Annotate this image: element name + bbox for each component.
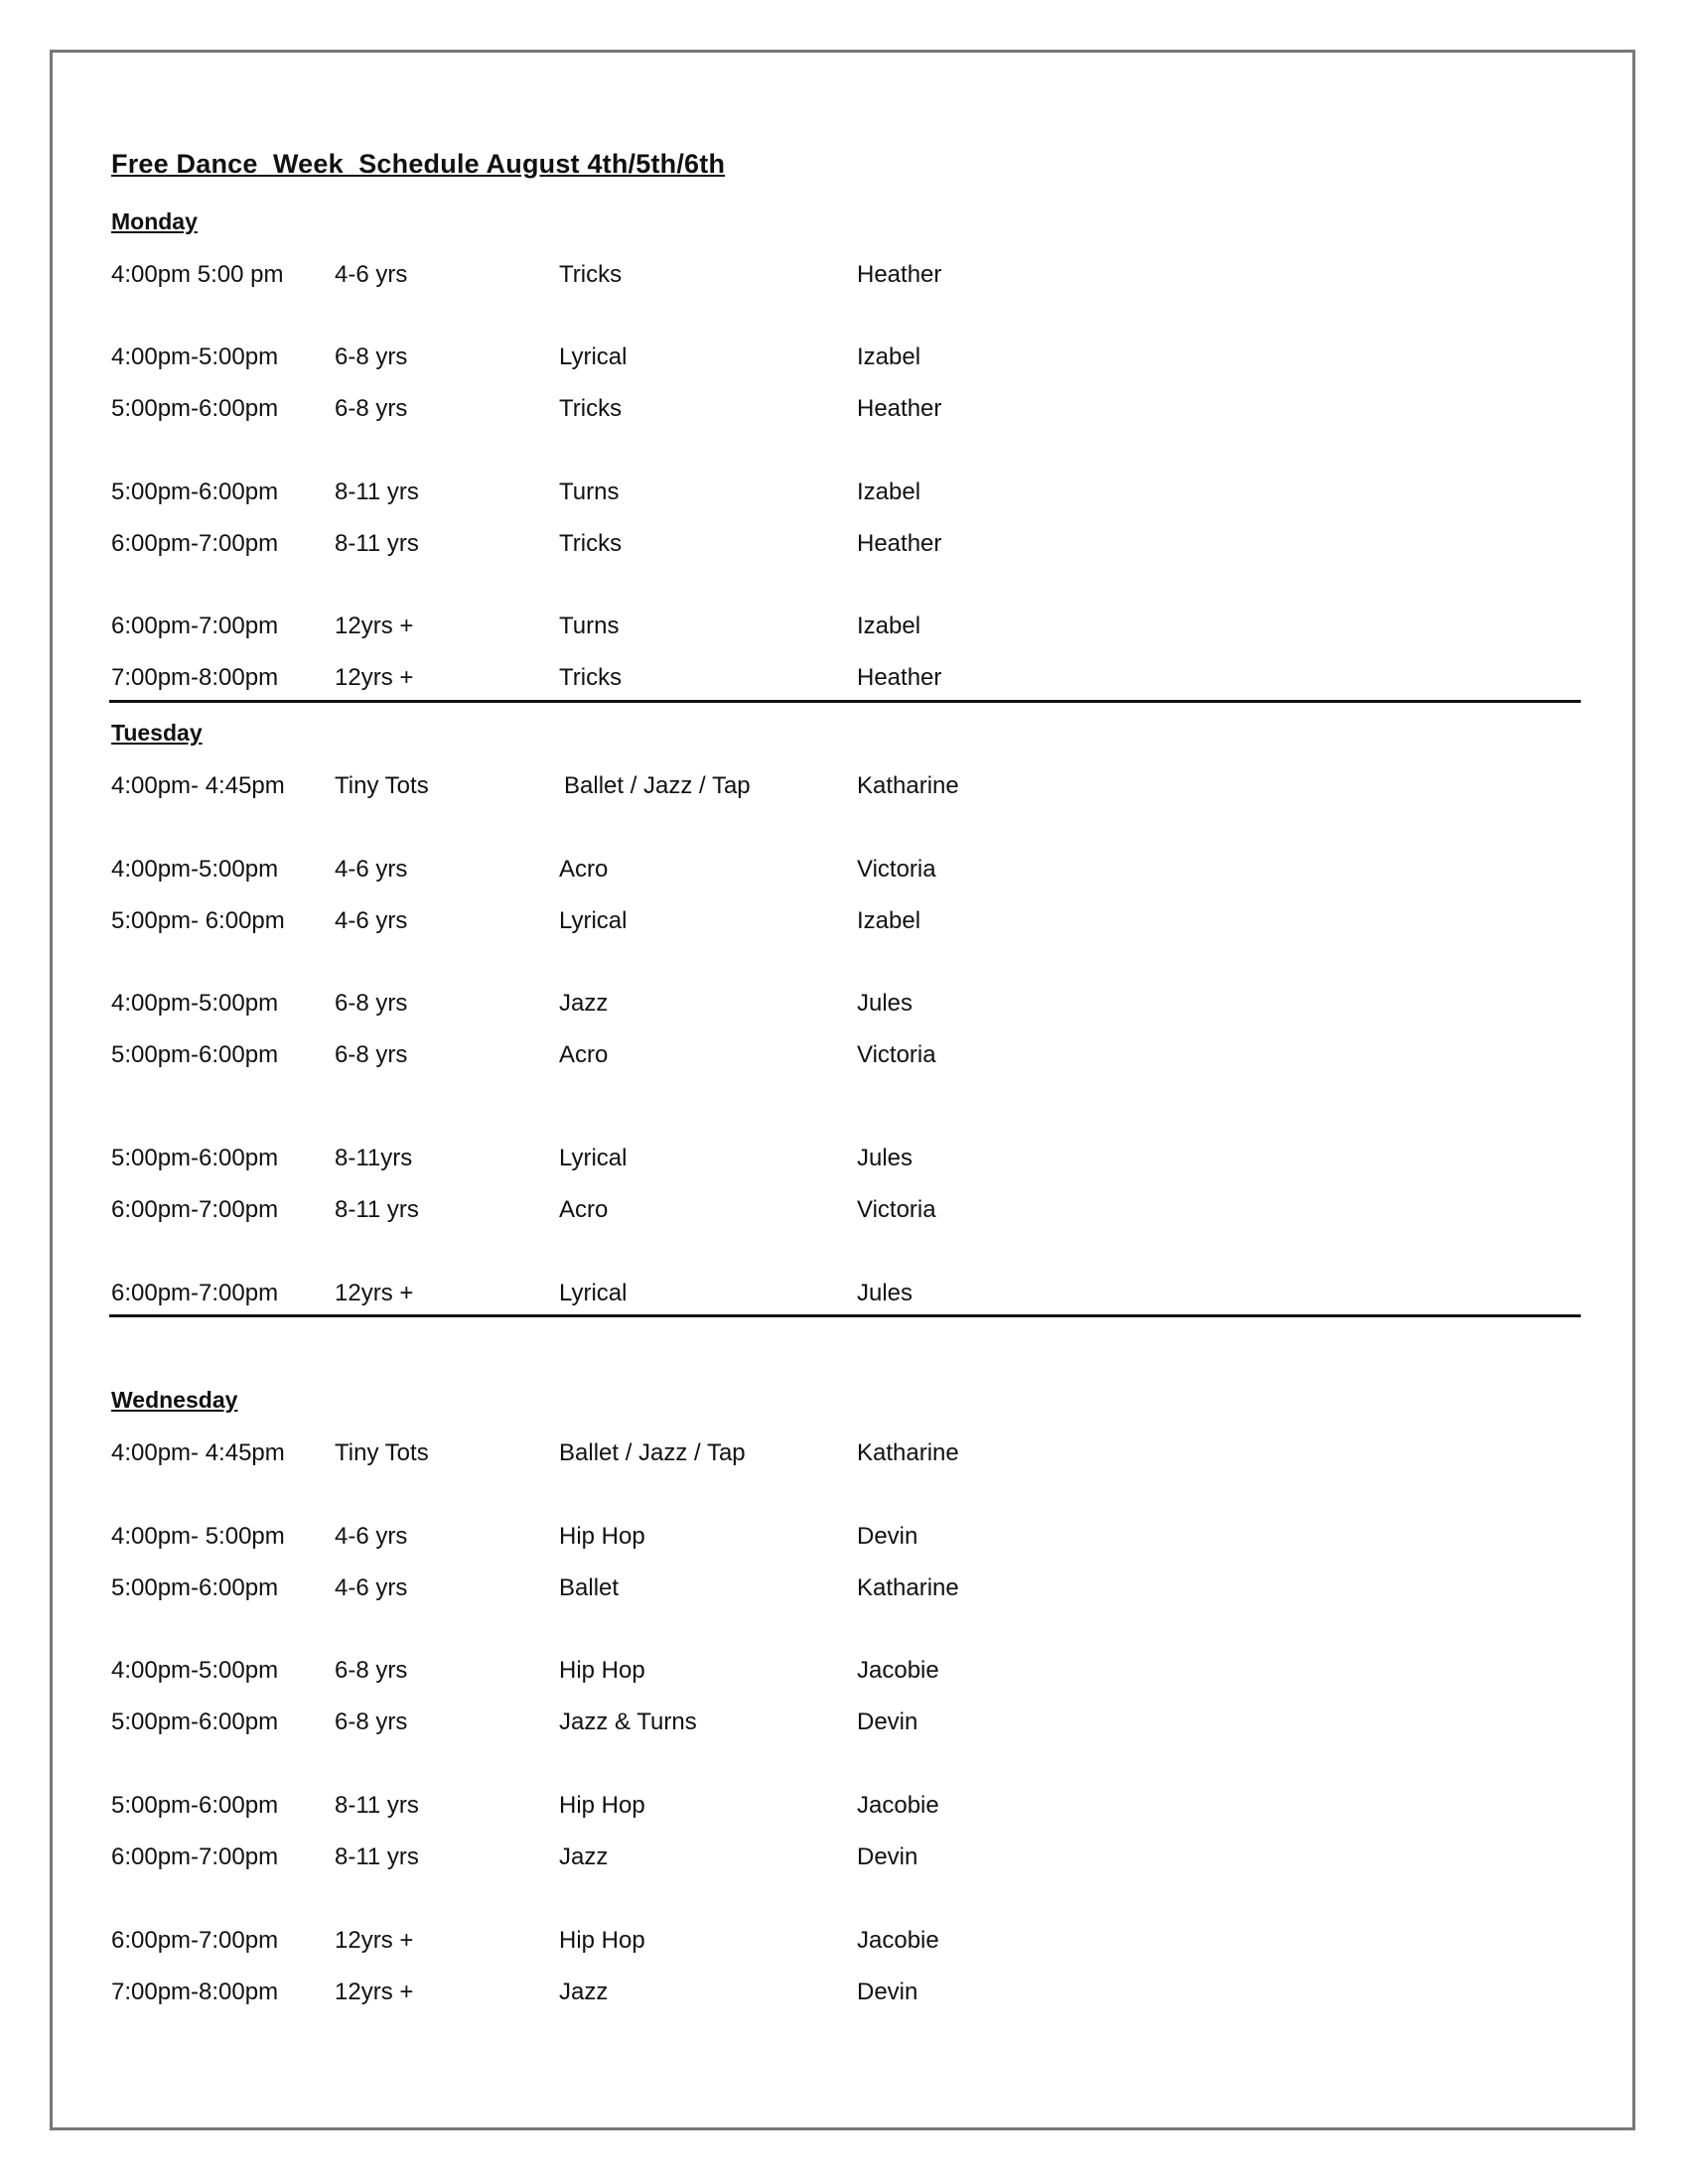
age-cell: 8-11yrs — [335, 1145, 413, 1171]
age-cell: 8-11 yrs — [335, 1792, 419, 1819]
style-cell: Acro — [559, 856, 609, 883]
teacher-cell: Izabel — [857, 478, 921, 505]
teacher-cell: Jules — [857, 1145, 913, 1171]
age-cell: 4-6 yrs — [335, 856, 408, 883]
teacher-cell: Victoria — [857, 1041, 936, 1068]
teacher-cell: Jacobie — [857, 1927, 939, 1954]
age-cell: 12yrs + — [335, 1979, 414, 2005]
time-cell: 5:00pm-6:00pm — [111, 1145, 279, 1171]
schedule-row — [0, 1439, 1686, 1469]
schedule-row — [0, 1041, 1686, 1071]
style-cell: Jazz & Turns — [559, 1708, 697, 1735]
age-cell: 8-11 yrs — [335, 1843, 419, 1870]
schedule-row — [0, 1927, 1686, 1957]
schedule-row — [0, 664, 1686, 694]
style-cell: Hip Hop — [559, 1657, 645, 1684]
schedule-row — [0, 1843, 1686, 1873]
time-cell: 4:00pm- 4:45pm — [111, 1439, 285, 1466]
teacher-cell: Katharine — [857, 772, 959, 799]
time-cell: 4:00pm- 5:00pm — [111, 1523, 285, 1550]
style-cell: Acro — [559, 1041, 609, 1068]
schedule-row — [0, 343, 1686, 373]
style-cell: Hip Hop — [559, 1523, 645, 1550]
schedule-row — [0, 772, 1686, 802]
teacher-cell: Izabel — [857, 343, 921, 370]
schedule-row — [0, 1657, 1686, 1687]
schedule-row — [0, 261, 1686, 291]
age-cell: 4-6 yrs — [335, 1574, 408, 1601]
style-cell: Jazz — [559, 990, 609, 1017]
age-cell: 6-8 yrs — [335, 1657, 408, 1684]
style-cell: Turns — [559, 613, 620, 639]
schedule-row — [0, 478, 1686, 508]
teacher-cell: Izabel — [857, 907, 921, 934]
time-cell: 4:00pm-5:00pm — [111, 856, 279, 883]
style-cell: Jazz — [559, 1843, 609, 1870]
teacher-cell: Devin — [857, 1708, 918, 1735]
age-cell: 12yrs + — [335, 1927, 414, 1954]
teacher-cell: Heather — [857, 664, 942, 691]
time-cell: 5:00pm-6:00pm — [111, 478, 279, 505]
age-cell: 12yrs + — [335, 1280, 414, 1306]
teacher-cell: Jules — [857, 1280, 913, 1306]
style-cell: Tricks — [559, 530, 623, 557]
teacher-cell: Victoria — [857, 856, 936, 883]
style-cell: Lyrical — [559, 907, 628, 934]
style-cell: Tricks — [559, 664, 623, 691]
teacher-cell: Heather — [857, 261, 942, 288]
age-cell: 6-8 yrs — [335, 1708, 408, 1735]
time-cell: 6:00pm-7:00pm — [111, 530, 279, 557]
day-heading-monday: Monday — [111, 208, 198, 234]
age-cell: 12yrs + — [335, 613, 414, 639]
time-cell: 5:00pm-6:00pm — [111, 1574, 279, 1601]
schedule-row — [0, 613, 1686, 642]
time-cell: 5:00pm-6:00pm — [111, 1792, 279, 1819]
time-cell: 6:00pm-7:00pm — [111, 1280, 279, 1306]
teacher-cell: Katharine — [857, 1574, 959, 1601]
teacher-cell: Katharine — [857, 1439, 959, 1466]
style-cell: Ballet / Jazz / Tap — [564, 772, 751, 799]
schedule-row — [0, 1708, 1686, 1738]
style-cell: Ballet / Jazz / Tap — [559, 1439, 746, 1466]
age-cell: 4-6 yrs — [335, 1523, 408, 1550]
age-cell: 6-8 yrs — [335, 343, 408, 370]
teacher-cell: Izabel — [857, 613, 921, 639]
schedule-row — [0, 530, 1686, 560]
age-cell: 8-11 yrs — [335, 530, 419, 557]
age-cell: 4-6 yrs — [335, 907, 408, 934]
schedule-row — [0, 1574, 1686, 1604]
style-cell: Acro — [559, 1196, 609, 1223]
style-cell: Jazz — [559, 1979, 609, 2005]
style-cell: Lyrical — [559, 1280, 628, 1306]
teacher-cell: Heather — [857, 395, 942, 422]
schedule-row — [0, 1792, 1686, 1822]
teacher-cell: Devin — [857, 1843, 918, 1870]
teacher-cell: Victoria — [857, 1196, 936, 1223]
time-cell: 6:00pm-7:00pm — [111, 1927, 279, 1954]
age-cell: 4-6 yrs — [335, 261, 408, 288]
teacher-cell: Heather — [857, 530, 942, 557]
style-cell: Lyrical — [559, 343, 628, 370]
day-heading-wednesday: Wednesday — [111, 1387, 238, 1413]
age-cell: 6-8 yrs — [335, 395, 408, 422]
style-cell: Turns — [559, 478, 620, 505]
time-cell: 4:00pm- 4:45pm — [111, 772, 285, 799]
schedule-row — [0, 856, 1686, 886]
style-cell: Lyrical — [559, 1145, 628, 1171]
age-cell: 8-11 yrs — [335, 478, 419, 505]
schedule-row — [0, 907, 1686, 937]
time-cell: 5:00pm- 6:00pm — [111, 907, 285, 934]
time-cell: 6:00pm-7:00pm — [111, 1843, 279, 1870]
style-cell: Tricks — [559, 395, 623, 422]
style-cell: Hip Hop — [559, 1927, 645, 1954]
page-title: Free Dance Week Schedule August 4th/5th/6th — [111, 149, 726, 179]
time-cell: 4:00pm 5:00 pm — [111, 261, 284, 288]
style-cell: Hip Hop — [559, 1792, 645, 1819]
time-cell: 6:00pm-7:00pm — [111, 613, 279, 639]
section-divider — [109, 1314, 1581, 1317]
time-cell: 7:00pm-8:00pm — [111, 664, 279, 691]
teacher-cell: Devin — [857, 1523, 918, 1550]
age-cell: Tiny Tots — [335, 772, 429, 799]
age-cell: 8-11 yrs — [335, 1196, 419, 1223]
schedule-row — [0, 395, 1686, 425]
time-cell: 5:00pm-6:00pm — [111, 1041, 279, 1068]
day-heading-tuesday: Tuesday — [111, 720, 203, 746]
time-cell: 4:00pm-5:00pm — [111, 1657, 279, 1684]
age-cell: 6-8 yrs — [335, 1041, 408, 1068]
time-cell: 4:00pm-5:00pm — [111, 990, 279, 1017]
style-cell: Ballet — [559, 1574, 620, 1601]
time-cell: 4:00pm-5:00pm — [111, 343, 279, 370]
teacher-cell: Jacobie — [857, 1792, 939, 1819]
schedule-row — [0, 990, 1686, 1020]
schedule-row — [0, 1145, 1686, 1174]
schedule-row — [0, 1280, 1686, 1309]
time-cell: 5:00pm-6:00pm — [111, 395, 279, 422]
teacher-cell: Jacobie — [857, 1657, 939, 1684]
section-divider — [109, 700, 1581, 703]
teacher-cell: Devin — [857, 1979, 918, 2005]
age-cell: Tiny Tots — [335, 1439, 429, 1466]
time-cell: 6:00pm-7:00pm — [111, 1196, 279, 1223]
age-cell: 12yrs + — [335, 664, 414, 691]
time-cell: 7:00pm-8:00pm — [111, 1979, 279, 2005]
style-cell: Tricks — [559, 261, 623, 288]
schedule-row — [0, 1196, 1686, 1226]
schedule-row — [0, 1523, 1686, 1553]
schedule-row — [0, 1979, 1686, 2008]
age-cell: 6-8 yrs — [335, 990, 408, 1017]
teacher-cell: Jules — [857, 990, 913, 1017]
time-cell: 5:00pm-6:00pm — [111, 1708, 279, 1735]
